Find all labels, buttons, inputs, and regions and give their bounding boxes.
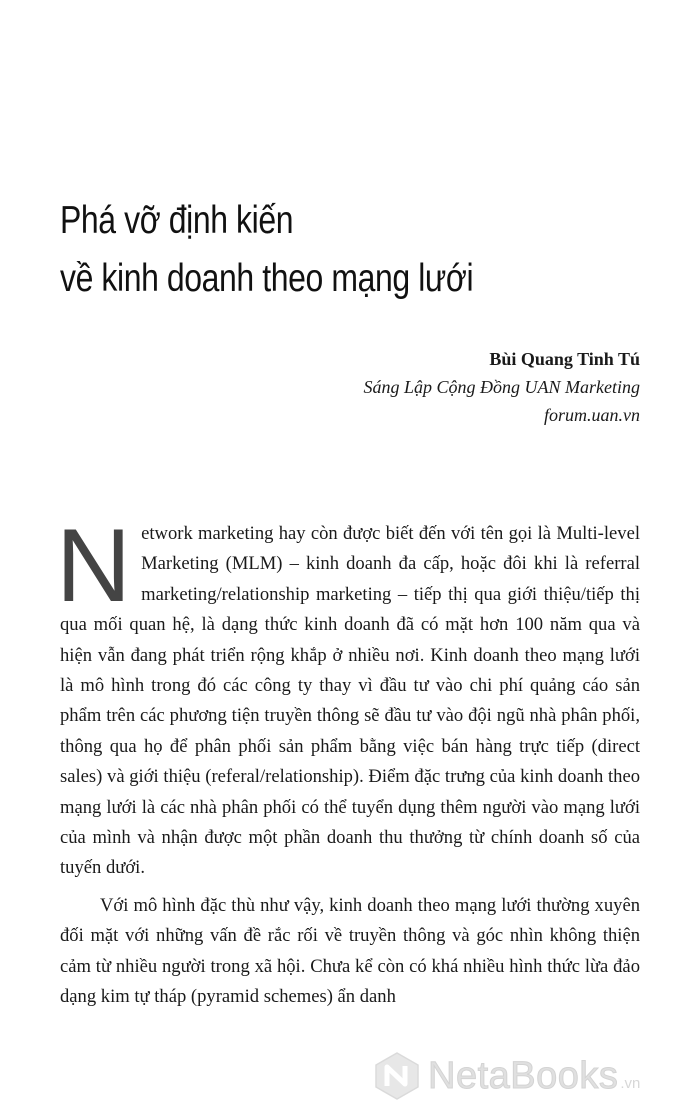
chapter-title-line2: về kinh doanh theo mạng lưới [60,257,474,300]
author-role: Sáng Lập Cộng Đồng UAN Marketing [363,377,640,397]
paragraph-1-text: etwork marketing hay còn được biết đến với tên gọi là Multi-level Marketing (MLM) – kinh doanh đa cấp, hoặc đôi khi là referral marketing/relationship marketing – tiếp thị qua giới thiệu/tiếp thị qua mối quan hệ, là dạng thức kinh doanh đã có mặt hơn 100 năm qua và hiện vẫn đang phát triển rộng khắp ở nhiều nơi. Kinh doanh theo mạng lưới là mô hình trong đó các công ty thay vì đầu tư vào chi phí quảng cáo sản phẩm trên các phương tiện truyền thông sẽ đầu tư vào đội ngũ nhà phân phối, thông qua họ để phân phối sản phẩm bằng việc bán hàng trực tiếp (direct sales) và giới thiệu (referal/relationship). Điểm đặc trưng của kinh doanh theo mạng lưới là các nhà phân phối có thể tuyển dụng thêm người vào mạng lưới của mình và nhận được một phần doanh thu thưởng từ chính doanh số của tuyến dưới. [60,523,640,879]
body-text [56,508,640,1013]
chapter-title [60,192,552,308]
author-website: forum.uan.vn [544,405,640,425]
netabooks-logo-icon [372,1051,422,1101]
paragraph-2: Với mô hình đặc thù như vậy, kinh doanh theo mạng lưới thường xuyên đối mặt với những vấn đề rắc rối về truyền thông và góc nhìn không thiện cảm từ nhiều người trong xã hội. Chưa kể còn có khá nhiều hình thức lừa đảo dạng kim tự tháp (pyramid schemes) ẩn danh [60,894,640,1008]
paragraph-1 [56,508,640,884]
drop-cap: N [56,508,132,624]
watermark-brand: NetaBooks [428,1054,619,1097]
byline [364,345,641,429]
watermark-suffix: .vn [620,1074,641,1092]
chapter-title-line1: Phá vỡ định kiến [60,199,294,242]
watermark [372,1048,692,1104]
author-name: Bùi Quang Tinh Tú [489,349,640,369]
